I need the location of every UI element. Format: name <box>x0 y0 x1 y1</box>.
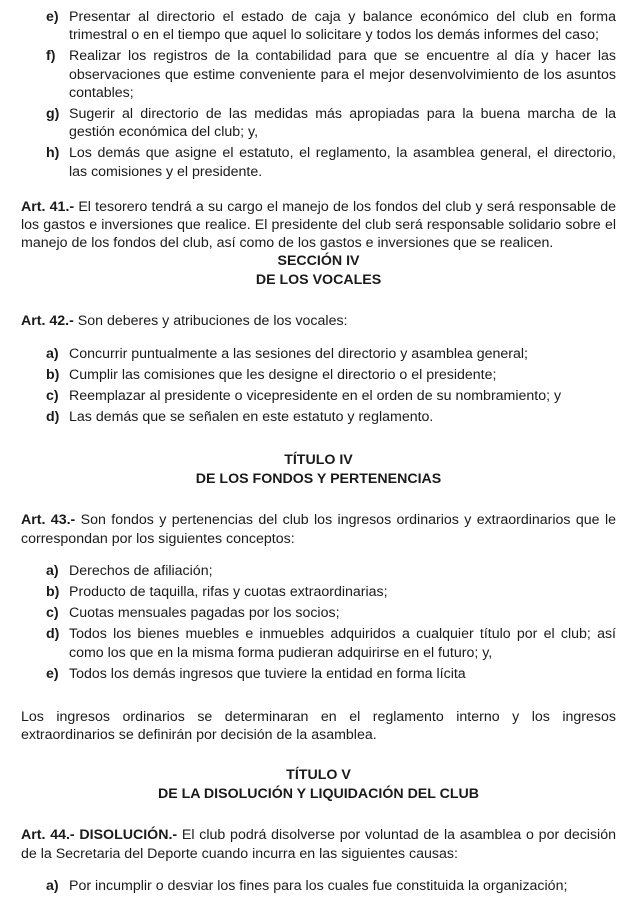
item-text: Todos los bienes muebles e inmuebles adquiridos a cualquier título por el club; así como los que en la misma forma pudieran adquirirse en el futuro; y, <box>69 626 616 661</box>
article-44 <box>21 826 616 862</box>
list-item <box>21 387 616 405</box>
item-letter: b) <box>46 366 60 383</box>
item-letter: a) <box>46 877 59 894</box>
item-letter: g) <box>46 106 60 123</box>
item-letter: c) <box>46 388 59 405</box>
item-text: Cuotas mensuales pagadas por los socios; <box>69 605 340 622</box>
item-letter: d) <box>46 626 60 643</box>
item-letter: e) <box>46 665 59 682</box>
item-text: Todos los demás ingresos que tuviere la entidad en forma lícita <box>69 665 466 682</box>
item-letter: d) <box>46 409 60 426</box>
list-item <box>21 144 616 180</box>
article-41 <box>21 198 616 253</box>
item-text: Los demás que asigne el estatuto, el reglamento, la asamblea general, el directorio, las comisiones y el presidente. <box>69 145 616 180</box>
list-item <box>21 562 616 580</box>
item-text: Reemplazar al presidente o vicepresidente en el orden de su nombramiento; y <box>69 388 562 405</box>
item-letter: h) <box>46 145 60 162</box>
list-item <box>21 105 616 141</box>
item-letter: a) <box>46 562 59 579</box>
title-subheading: DE LOS FONDOS Y PERTENENCIAS <box>195 471 442 488</box>
article-text: El club podrá disolverse por voluntad de la asamblea o por decisión de la Secretaria del Deporte cuando incurra en las siguientes causas: <box>21 827 616 862</box>
article-label: Art. 44.- DISOLUCIÓN.- <box>21 827 178 844</box>
item-text: Derechos de afiliación; <box>69 562 213 579</box>
article-label: Art. 42.- <box>21 313 74 330</box>
article-text: Son fondos y pertenencias del club los ingresos ordinarios y extraordinarios que le correspondan por los siguientes conceptos: <box>21 512 616 547</box>
item-text: Concurrir puntualmente a las sesiones del directorio y asamblea general; <box>69 345 528 362</box>
section-heading: SECCIÓN IV <box>277 253 360 270</box>
list-item <box>21 366 616 384</box>
article-text: Son deberes y atribuciones de los vocales: <box>73 313 348 330</box>
vocales-duties-list <box>21 345 616 427</box>
list-item <box>21 583 616 601</box>
list-item <box>21 47 616 102</box>
item-letter: a) <box>46 345 59 362</box>
article-label: Art. 41.- <box>21 198 75 215</box>
item-letter: b) <box>46 584 60 601</box>
item-letter: e) <box>46 9 59 25</box>
article-43 <box>21 511 616 547</box>
item-letter: c) <box>46 605 59 622</box>
item-text: Por incumplir o desviar los fines para los cuales fue constituida la organización; <box>69 877 568 894</box>
item-text: Sugerir al directorio de las medidas más apropiadas para la buena marcha de la gestión económica del club; y, <box>69 106 616 141</box>
article-label: Art. 43.- <box>21 512 76 529</box>
title-subheading: DE LA DISOLUCIÓN Y LIQUIDACIÓN DEL CLUB <box>157 786 480 803</box>
title-heading: TÍTULO V <box>286 767 351 784</box>
list-item <box>21 665 616 683</box>
disolucion-causes-list <box>21 877 616 895</box>
ingresos-paragraph: Los ingresos ordinarios se determinaran en el reglamento interno y los ingresos extraordinarios se definirán por decisión de la asamblea. <box>21 709 616 744</box>
list-item <box>21 625 616 661</box>
article-text: El tesorero tendrá a su cargo el manejo de los fondos del club y será responsable de los gastos e inversiones que realice. El presidente del club será responsable solidario sobre el manejo de los fondos del club, así como de los gastos e inversiones que se realicen. <box>21 198 616 252</box>
item-text: Producto de taquilla, rifas y cuotas extraordinarias; <box>69 584 388 601</box>
list-item <box>21 604 616 622</box>
section-subheading: DE LOS VOCALES <box>255 272 382 289</box>
item-letter: f) <box>46 48 56 65</box>
list-item <box>21 8 616 44</box>
title-heading: TÍTULO IV <box>284 452 353 469</box>
treasurer-duties-list <box>21 8 616 181</box>
item-text: Presentar al directorio el estado de caja y balance económico del club en forma trimestral o en el tiempo que aquel lo solicitare y todos los demás informes del caso; <box>69 9 616 44</box>
item-text: Las demás que se señalen en este estatuto y reglamento. <box>69 409 434 426</box>
list-item <box>21 877 616 895</box>
list-item <box>21 345 616 363</box>
list-item <box>21 408 616 426</box>
article-42 <box>21 312 616 330</box>
item-text: Realizar los registros de la contabilidad para que se encuentre al día y hacer las observaciones que estime conveniente para el mejor desenvolvimiento de los asuntos contables; <box>69 48 616 101</box>
item-text: Cumplir las comisiones que les designe el directorio o el presidente; <box>69 366 497 383</box>
fondos-list <box>21 562 616 683</box>
